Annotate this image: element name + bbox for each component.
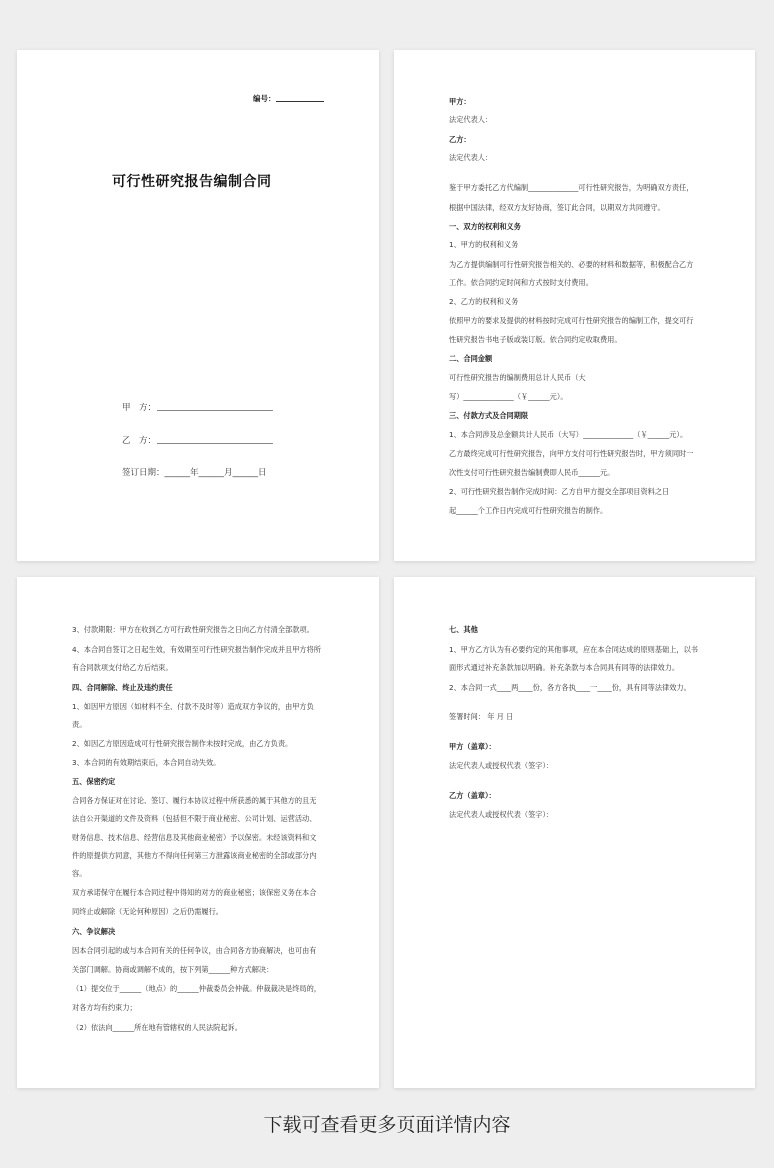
body-text-line: 依照甲方的要求及提供的材料按时完成可行性研究报告的编制工作，提交可行 [449,316,694,325]
body-text-line: 关部门调解。协商或调解不成的，按下列第______种方式解决： [72,965,274,974]
section-heading: 乙方（盖章）： [449,791,496,800]
body-text-line: 写）______________（￥______元）。 [449,392,568,401]
body-text-line: 签署时间： 年 月 日 [449,712,514,721]
body-text-line: 法定代表人： [449,153,493,162]
body-text-line: 根据中国法律，经双方友好协商，签订此合同，以期双方共同遵守。 [449,203,665,212]
body-text-line: 1、甲方乙方认为有必要约定的其他事项，应在本合同达成的原则基础上，以书 [449,645,698,654]
body-text-line: 法定代表人： [449,115,493,124]
body-text-line: 法定代表人或授权代表（签字）： [449,810,554,819]
body-text-line: 2、本合同一式____两____份，各方各执____一____份，具有同等法律效力。 [449,683,691,692]
cover-page [17,50,379,561]
contract-page-3 [17,577,379,1088]
body-text-line: 起______个工作日内完成可行性研究报告的制作。 [449,506,608,515]
section-heading: 七、其他 [449,625,478,634]
section-heading: 三、付款方式及合同期限 [449,411,529,420]
party-a-label: 甲 方： [122,403,157,413]
body-text-line: 合同各方保证对在讨论、签订、履行本协议过程中所获悉的属于其他方的且无 [72,796,317,805]
party-b-label: 乙 方： [122,436,157,446]
section-heading: 五、保密约定 [72,777,116,786]
body-text-line: 责。 [72,720,87,729]
body-text-line: 1、本合同涉及总金额共计人民币（大写）______________（￥______元）。 [449,430,688,439]
body-text-line: 同终止或解除（无论何种原因）之后仍需履行。 [72,907,223,916]
body-text-line: 性研究报告书电子版或装订版。依合同约定收取费用。 [449,335,622,344]
section-heading: 一、双方的权利和义务 [449,222,521,231]
body-text-line: 有合同款项支付给乙方后结束。 [72,663,173,672]
body-text-line: 鉴于甲方委托乙方代编制______________可行性研究报告，为明确双方责任， [449,183,694,192]
body-text-line: 双方承诺保守在履行本合同过程中得知的对方的商业秘密；该保密义务在本合 [72,888,317,897]
body-text-line: 容。 [72,869,87,878]
body-text-line: 可行性研究报告的编制费用总计人民币（大 [449,373,586,382]
body-text-line: 对各方均有约束力； [72,1003,137,1012]
section-heading: 四、合同解除、终止及违约责任 [72,683,173,692]
body-text-line: 工作。依合同约定时间和方式按时支付费用。 [449,278,593,287]
body-text-line: 3、本合同的有效期结束后，本合同自动失效。 [72,758,221,767]
section-heading: 二、合同金额 [449,354,493,363]
party-a-line [157,410,273,411]
contract-page-2 [394,50,755,561]
body-text-line: 因本合同引起的或与本合同有关的任何争议，由合同各方协商解决，也可由有 [72,946,317,955]
body-text-line: 法自公开渠道的文件及资料（包括但不限于商业秘密、公司计划、运营活动、 [72,814,317,823]
body-text-line: 1、甲方的权利和义务 [449,240,519,249]
body-text-line: 次性支付可行性研究报告编制费即人民币______元。 [449,468,615,477]
contract-number-label: 编号： [253,94,276,103]
download-more-prompt: 下载可查看更多页面详情内容 [263,1114,511,1136]
contract-title: 可行性研究报告编制合同 [112,174,272,190]
party-b-line [157,443,273,444]
body-text-line: 法定代表人或授权代表（签字）： [449,761,554,770]
body-text-line: 财务信息、技术信息、经营信息及其他商业秘密）予以保密。未经该资料和文 [72,833,317,842]
body-text-line: 1、如因甲方原因（如材料不全、付款不及时等）造成双方争议的，由甲方负 [72,702,314,711]
body-text-line: （2）依法向______所在地有管辖权的人民法院起诉。 [72,1023,242,1032]
body-text-line: 3、付款期限：甲方在收到乙方可行政性研究报告之日向乙方付清全部款项。 [72,625,314,634]
section-heading: 甲方（盖章）： [449,742,496,751]
section-heading: 六、争议解决 [72,927,116,936]
body-text-line: 面形式通过补充条款加以明确。补充条款与本合同具有同等的法律效力。 [449,663,680,672]
body-text-line: 乙方最终完成可行性研究报告，向甲方支付可行性研究报告时，甲方须同时一 [449,449,694,458]
body-text-line: 为乙方提供编制可行性研究报告相关的、必要的材料和数据等，积极配合乙方 [449,260,694,269]
body-text-line: （1）提交位于______（地点）的______仲裁委员会仲裁。仲裁裁决是终局的， [72,984,321,993]
body-text-line: 2、如因乙方原因造成可行性研究报告制作未按时完成，由乙方负责。 [72,739,293,748]
body-text-line: 2、乙方的权利和义务 [449,297,519,306]
body-text-line: 件的原提供方同意，其他方不得向任何第三方泄露该商业秘密的全部或部分内 [72,851,317,860]
body-text-line: 2、可行性研究报告制作完成时间：乙方自甲方提交全部项目资料之日 [449,487,670,496]
section-heading: 甲方： [449,97,471,106]
contract-number-line [276,101,324,102]
section-heading: 乙方： [449,135,471,144]
body-text-line: 4、本合同自签订之日起生效，有效期至可行性研究报告制作完成并且甲方将所 [72,645,321,654]
sign-date: 签订日期：______年______月______日 [122,468,267,478]
contract-page-4 [394,577,755,1088]
